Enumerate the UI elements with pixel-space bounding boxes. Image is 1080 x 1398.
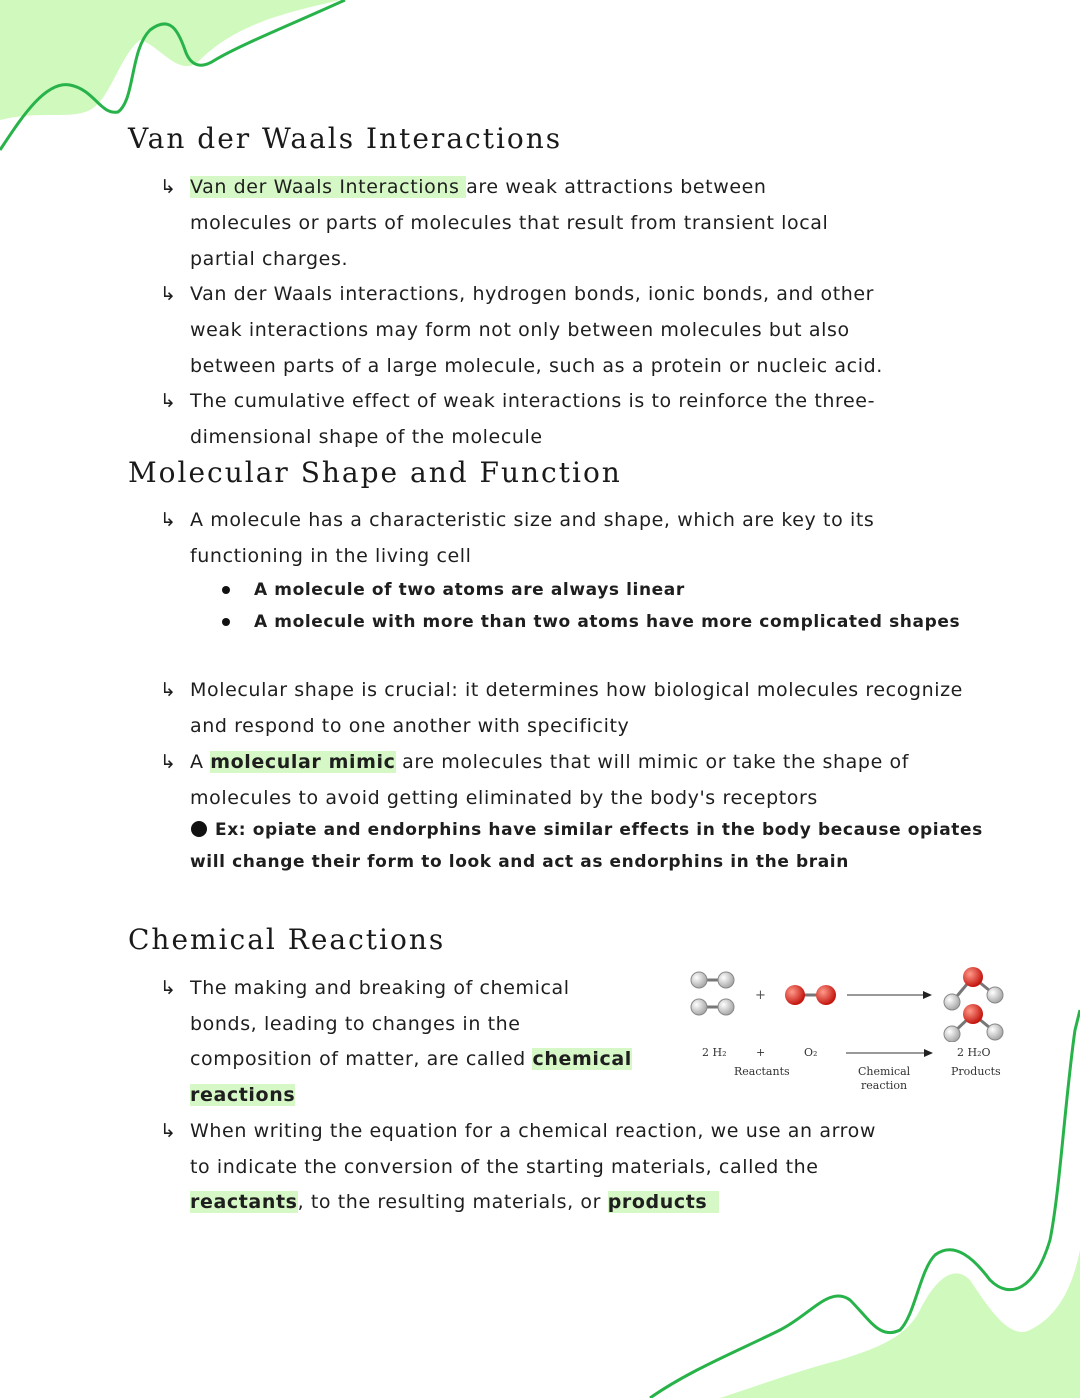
highlight-term: chemical [532, 1048, 632, 1070]
bullet-item: A molecule of two atoms are always linear [254, 580, 685, 600]
paragraph-line: Molecular shape is crucial: it determines how biological molecules recognize [190, 679, 963, 701]
o2-label: O₂ [804, 1046, 818, 1059]
reaction-label: Chemical [858, 1065, 911, 1078]
paragraph-line: The making and breaking of chemical [190, 977, 570, 999]
arrow-bullet-icon: ↳ [160, 751, 176, 773]
reaction-label: reaction [861, 1079, 908, 1092]
paragraph-line: molecules to avoid getting eliminated by the body's receptors [190, 787, 818, 809]
section-title-reactions: Chemical Reactions [128, 923, 446, 956]
paragraph-line: functioning in the living cell [190, 545, 472, 567]
arrow-bullet-icon: ↳ [160, 679, 176, 701]
products-label: Products [951, 1065, 1001, 1078]
bullet-dot-icon [191, 821, 207, 837]
example-line: will change their form to look and act as endorphins in the brain [190, 852, 849, 872]
top-left-blob [0, 0, 340, 120]
paragraph-line: partial charges. [190, 248, 349, 270]
paragraph-line: weak interactions may form not only between molecules but also [190, 319, 850, 341]
arrow-bullet-icon: ↳ [160, 1120, 176, 1142]
plus-sign: + [755, 988, 766, 1003]
example-line: Ex: opiate and endorphins have similar effects in the body because opiates [215, 820, 983, 840]
paragraph-line: A molecular mimic are molecules that will mimic or take the shape of [190, 751, 910, 773]
h2-molecule [691, 972, 734, 988]
arrow-bullet-icon: ↳ [160, 509, 176, 531]
reaction-label-arrow [846, 1048, 936, 1058]
highlight-term: reactions [190, 1084, 296, 1106]
paragraph-line: bonds, leading to changes in the [190, 1013, 521, 1035]
arrow-bullet-icon: ↳ [160, 283, 176, 305]
paragraph-line: molecules or parts of molecules that result from transient local [190, 212, 829, 234]
reactants-label: Reactants [734, 1065, 790, 1078]
paragraph-line: A molecule has a characteristic size and shape, which are key to its [190, 509, 875, 531]
reaction-arrow [847, 991, 932, 999]
paragraph-line: composition of matter, are called chemical [190, 1048, 632, 1070]
section-title-vdw: Van der Waals Interactions [128, 122, 563, 155]
plus-label: + [756, 1046, 766, 1059]
h2o-label: 2 H₂O [957, 1046, 991, 1059]
paragraph-line [190, 1082, 295, 1108]
h2-molecule [691, 999, 734, 1015]
bullet-dot-icon [222, 618, 230, 626]
paragraph-line: and respond to one another with specificity [190, 715, 630, 737]
paragraph-line: Van der Waals Interactions are weak attractions between [190, 176, 767, 198]
bullet-item: A molecule with more than two atoms have more complicated shapes [254, 612, 961, 632]
section-title-shape: Molecular Shape and Function [128, 456, 622, 489]
arrow-bullet-icon: ↳ [160, 176, 176, 198]
bullet-dot-icon [222, 586, 230, 594]
paragraph-line: between parts of a large molecule, such as a protein or nucleic acid. [190, 355, 883, 377]
arrow-bullet-icon: ↳ [160, 977, 176, 999]
highlight-term: molecular mimic [210, 751, 396, 773]
arrow-bullet-icon: ↳ [160, 390, 176, 412]
highlight-term: Van der Waals Interactions [190, 176, 467, 198]
paragraph-line: to indicate the conversion of the starting materials, called the [190, 1156, 819, 1178]
paragraph-line: reactants, to the resulting materials, or products [190, 1189, 719, 1215]
paragraph-line: The cumulative effect of weak interactions is to reinforce the three- [190, 390, 876, 412]
h2o-molecule [944, 967, 1003, 1010]
paragraph-line: When writing the equation for a chemical reaction, we use an arrow [190, 1120, 876, 1142]
reaction-diagram [680, 962, 1020, 1042]
bottom-right-blob [720, 1250, 1080, 1398]
paragraph-line: Van der Waals interactions, hydrogen bonds, ionic bonds, and other [190, 283, 875, 305]
paragraph-line: dimensional shape of the molecule [190, 426, 543, 448]
highlight-term: products [608, 1191, 720, 1213]
h2-label: 2 H₂ [702, 1046, 727, 1059]
highlight-term: reactants [190, 1191, 298, 1213]
o2-molecule [785, 985, 836, 1005]
